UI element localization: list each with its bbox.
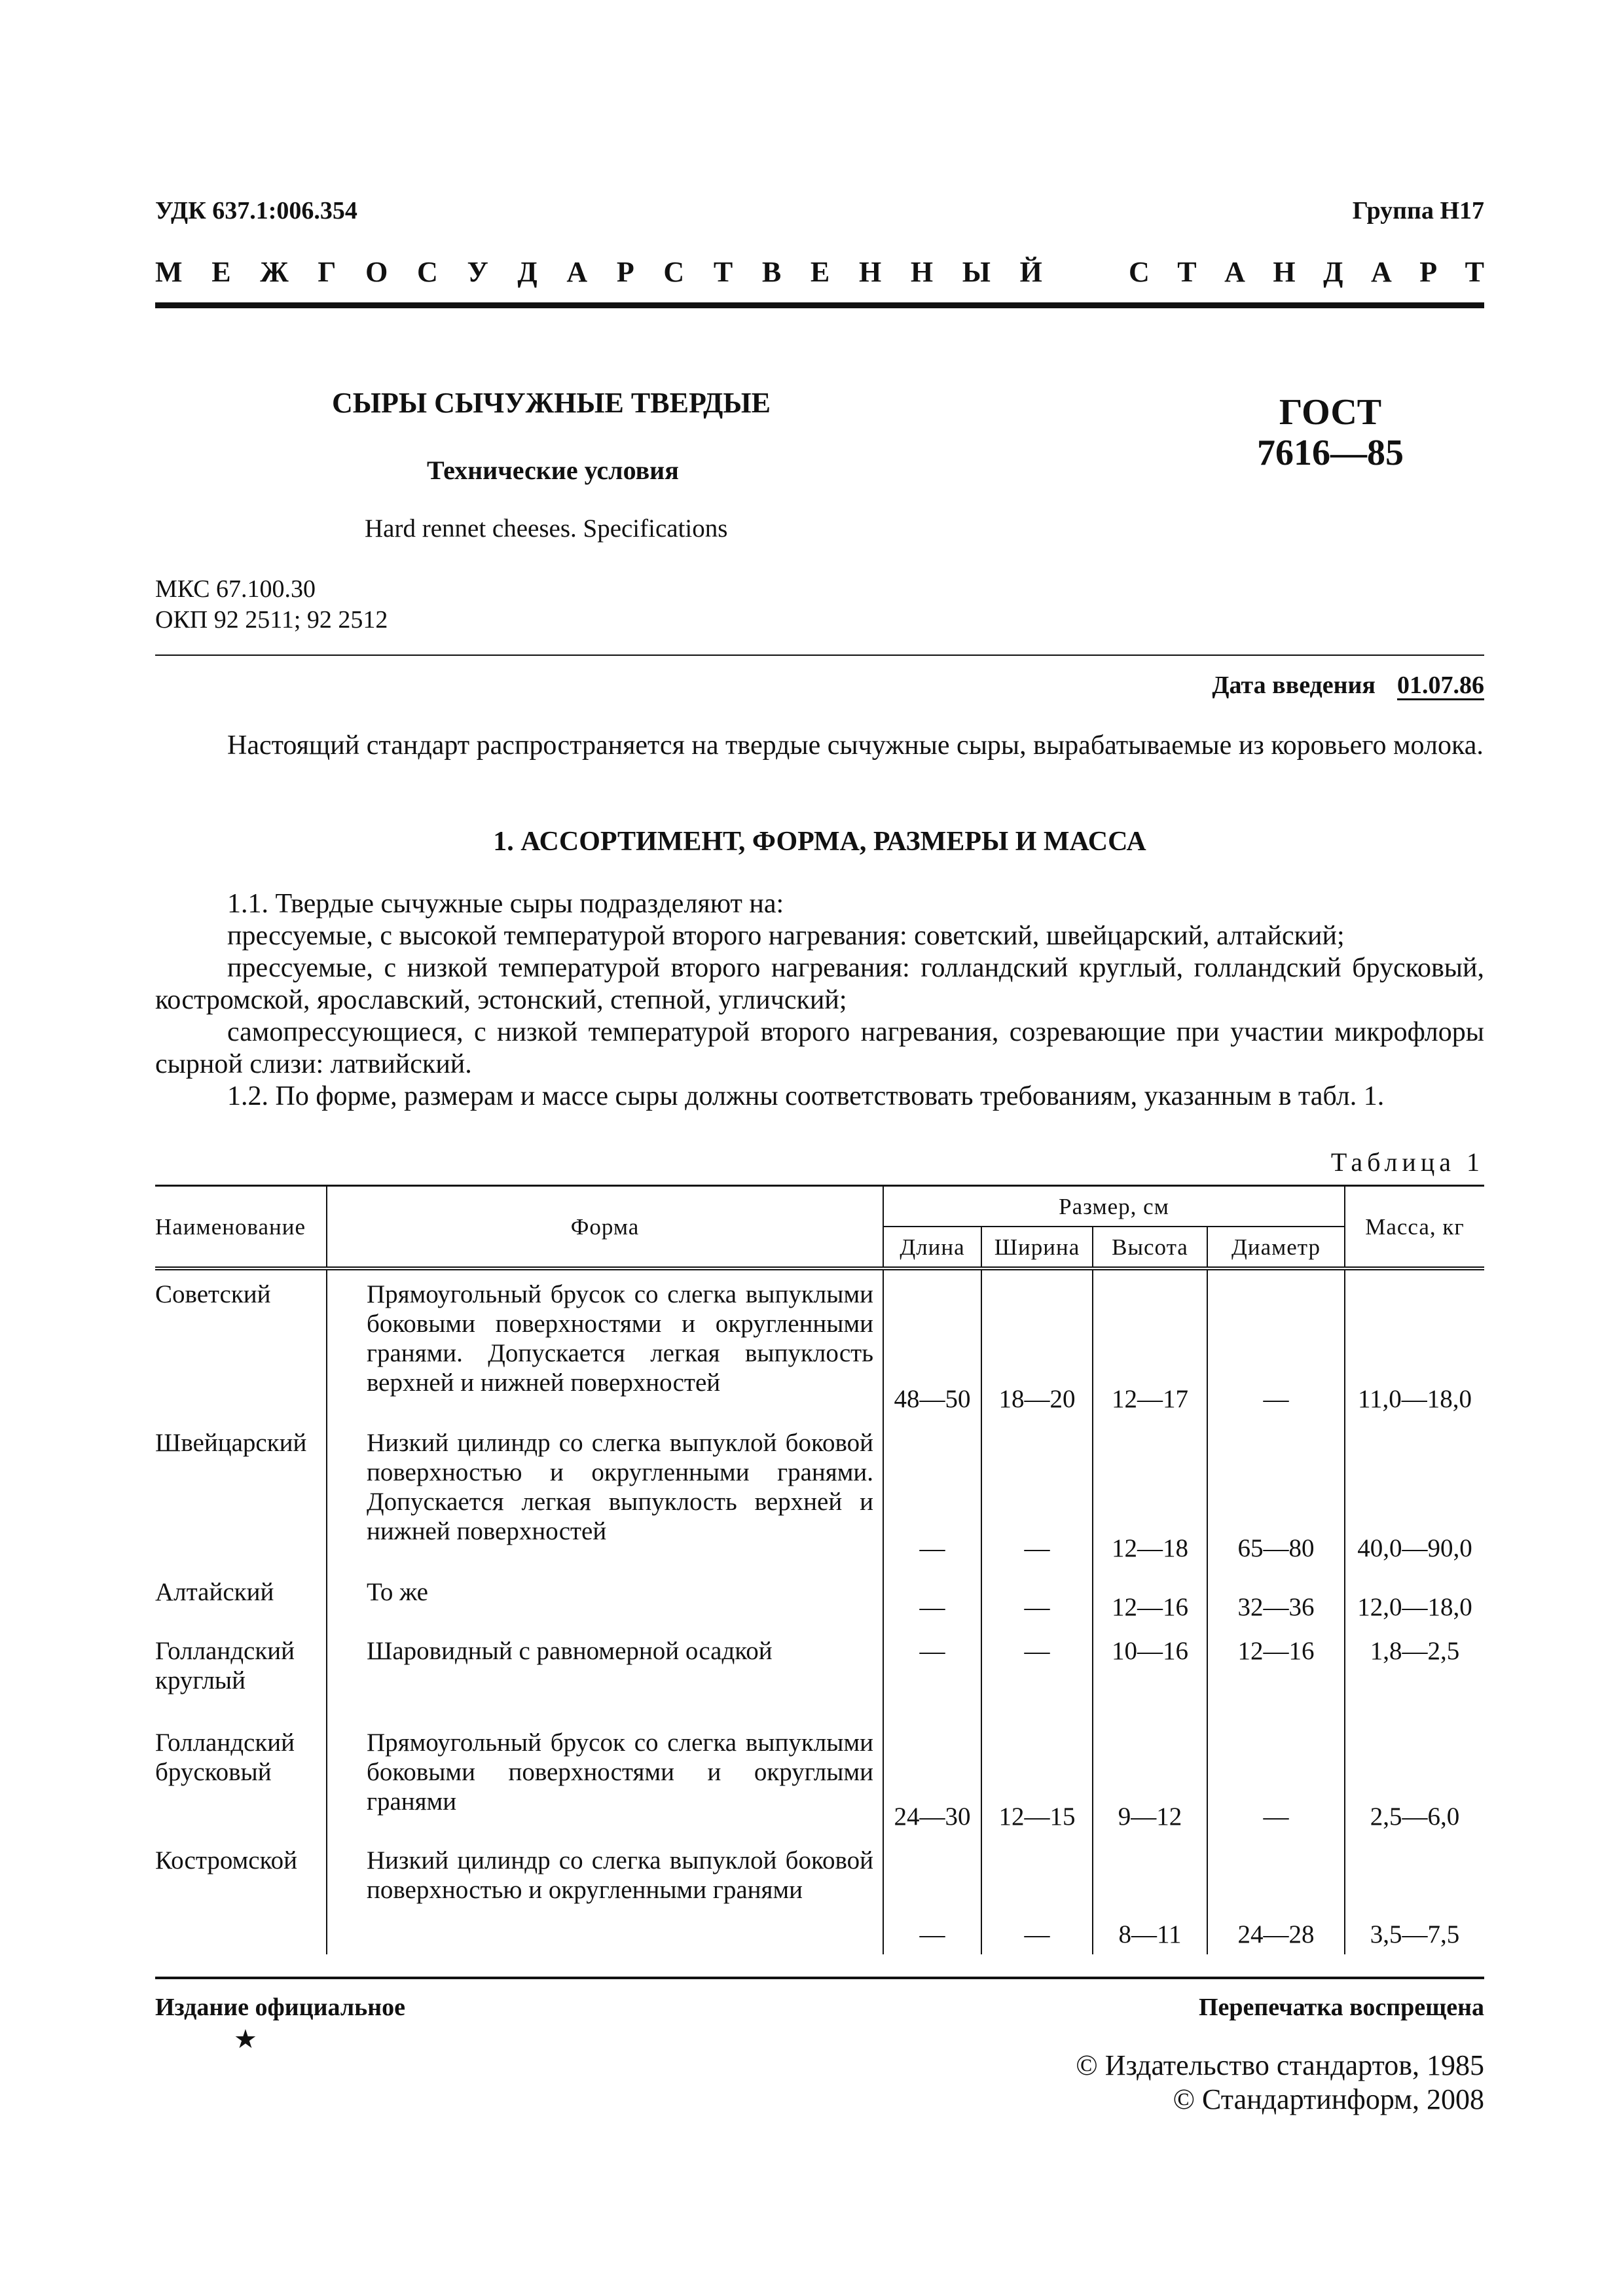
table-row [155, 1268, 1484, 1419]
cell-mass: 12,0—18,0 [1357, 1593, 1472, 1621]
gost-label: ГОСТ [1279, 392, 1382, 433]
cell-height: 10—16 [1093, 1627, 1207, 1719]
section1-heading: 1. АССОРТИМЕНТ, ФОРМА, РАЗМЕРЫ И МАССА [493, 827, 1146, 857]
group-code: Группа Н17 [1352, 197, 1484, 224]
cell-name: Голландский брусковый [155, 1719, 327, 1837]
cell-width: — [981, 1568, 1093, 1627]
star-icon: ★ [234, 2024, 257, 2054]
cell-width: 12—15 [981, 1719, 1093, 1837]
cell-width: — [981, 1627, 1093, 1719]
cell-name: Костромской [155, 1837, 327, 1954]
cell-height: 12—18 [1093, 1419, 1207, 1568]
okp-code: ОКП 92 2511; 92 2512 [155, 606, 388, 634]
scope-paragraph: Настоящий стандарт распространяется на твердые сычужные сыры, вырабатываемые из коровьего молока. [227, 730, 1484, 761]
cell-height: 12—17 [1093, 1268, 1207, 1419]
header-length: Длина [883, 1227, 981, 1268]
header-rule [155, 302, 1484, 308]
table-row [155, 1837, 1484, 1954]
reprint-notice: Перепечатка воспрещена [1198, 1994, 1484, 2021]
table-row [155, 1719, 1484, 1837]
cell-diameter: 65—80 [1207, 1419, 1345, 1568]
header-height: Высота [1093, 1227, 1207, 1268]
cell-mass: 40,0—90,0 [1357, 1534, 1472, 1562]
header-size: Размер, см [883, 1186, 1345, 1227]
section1-p3: прессуемые, с низкой температурой второго нагревания: голландский круглый, голландский брусковый, костромской, ярославский, эстонский, степной, угличский; [155, 953, 1484, 1015]
cell-height: 9—12 [1093, 1719, 1207, 1837]
cell-mass: 11,0—18,0 [1357, 1385, 1472, 1413]
cell-length: — [883, 1837, 981, 1954]
cell-form: Прямоугольный брусок со слегка выпуклыми боковыми поверхностями и округленными гранями. Допускается легкая выпуклость верхней и нижней поверхностей [327, 1268, 883, 1419]
cell-name: Алтайский [155, 1568, 327, 1627]
cell-height: 8—11 [1093, 1837, 1207, 1954]
section1-p2: прессуемые, с высокой температурой второго нагревания: советский, швейцарский, алтайский; [227, 921, 1345, 951]
cell-length: — [883, 1568, 981, 1627]
cell-length: — [883, 1419, 981, 1568]
cell-mass: 3,5—7,5 [1370, 1920, 1460, 1948]
table1-caption: Таблица 1 [1330, 1147, 1484, 1177]
cell-name: Советский [155, 1268, 327, 1419]
cell-diameter: 12—16 [1207, 1627, 1345, 1719]
cell-form: Низкий цилиндр со слегка выпуклой боковой поверхностью и округленными гранями [327, 1837, 883, 1954]
document-page [155, 0, 1484, 2296]
cell-length: — [883, 1627, 981, 1719]
cell-mass: 2,5—6,0 [1370, 1803, 1460, 1831]
udk-code: УДК 637.1:006.354 [155, 197, 357, 224]
cell-form: Прямоугольный брусок со слегка выпуклыми боковыми поверхностями и округлыми гранями [327, 1719, 883, 1837]
cell-width: — [981, 1419, 1093, 1568]
title-main: СЫРЫ СЫЧУЖНЫЕ ТВЕРДЫЕ [332, 387, 771, 419]
header-form: Форма [327, 1186, 883, 1269]
cell-diameter: 32—36 [1207, 1568, 1345, 1627]
cell-diameter: 24—28 [1207, 1837, 1345, 1954]
table-row [155, 1419, 1484, 1568]
header-mass: Масса, кг [1365, 1213, 1465, 1240]
cell-form: Шаровидный с равномерной осадкой [327, 1627, 883, 1719]
cell-length: 48—50 [883, 1268, 981, 1419]
official-edition: Издание официальное [155, 1994, 406, 2021]
cell-name: Голландский круглый [155, 1627, 327, 1719]
cell-length: 24—30 [883, 1719, 981, 1837]
header-diameter: Диаметр [1207, 1227, 1345, 1268]
gost-number: 7616—85 [1257, 433, 1404, 473]
table-row [155, 1627, 1484, 1719]
section1-p1: 1.1. Твердые сычужные сыры подразделяют на: [227, 889, 784, 919]
cell-name: Швейцарский [155, 1419, 327, 1568]
footer-rule [155, 1977, 1484, 1979]
section1-p4: самопрессующиеся, с низкой температурой второго нагревания, созревающие при участии микрофлоры сырной слизи: латвийский. [155, 1017, 1484, 1079]
table-row [155, 1568, 1484, 1627]
mks-code: МКС 67.100.30 [155, 575, 316, 603]
banner-right [1129, 255, 1484, 289]
cell-form: Низкий цилиндр со слегка выпуклой боковой поверхностью и округленными гранями. Допускается легкая выпуклость верхней и нижней поверхностей [327, 1419, 883, 1568]
banner-left [155, 255, 1042, 289]
intro-date [1212, 671, 1484, 700]
copyright-2: © Стандартинформ, 2008 [1173, 2083, 1484, 2115]
header-width: Ширина [981, 1227, 1093, 1268]
banner-right-text: С Т А Н Д А Р Т [1129, 256, 1484, 288]
cell-width: 18—20 [981, 1268, 1093, 1419]
cell-height: 12—16 [1093, 1568, 1207, 1627]
intro-date-value: 01.07.86 [1397, 672, 1484, 699]
section1-p5: 1.2. По форме, размерам и массе сыры должны соответствовать требованиям, указанным в табл. 1. [227, 1081, 1385, 1111]
copyright-1: © Издательство стандартов, 1985 [1076, 2049, 1484, 2081]
cell-diameter: — [1207, 1719, 1345, 1837]
cell-diameter: — [1207, 1268, 1345, 1419]
cell-mass: 1,8—2,5 [1370, 1637, 1460, 1665]
codes-rule [155, 655, 1484, 656]
intro-date-label: Дата введения [1212, 672, 1376, 699]
section1-text [155, 888, 1484, 1113]
title-english: Hard rennet cheeses. Specifications [365, 514, 728, 543]
banner-left-text: М Е Ж Г О С У Д А Р С Т В Е Н Н Ы Й [155, 256, 1042, 288]
cell-form: То же [327, 1568, 883, 1627]
table1 [155, 1185, 1484, 1954]
cell-width: — [981, 1837, 1093, 1954]
header-name: Наименование [155, 1186, 327, 1269]
title-sub: Технические условия [427, 456, 679, 485]
